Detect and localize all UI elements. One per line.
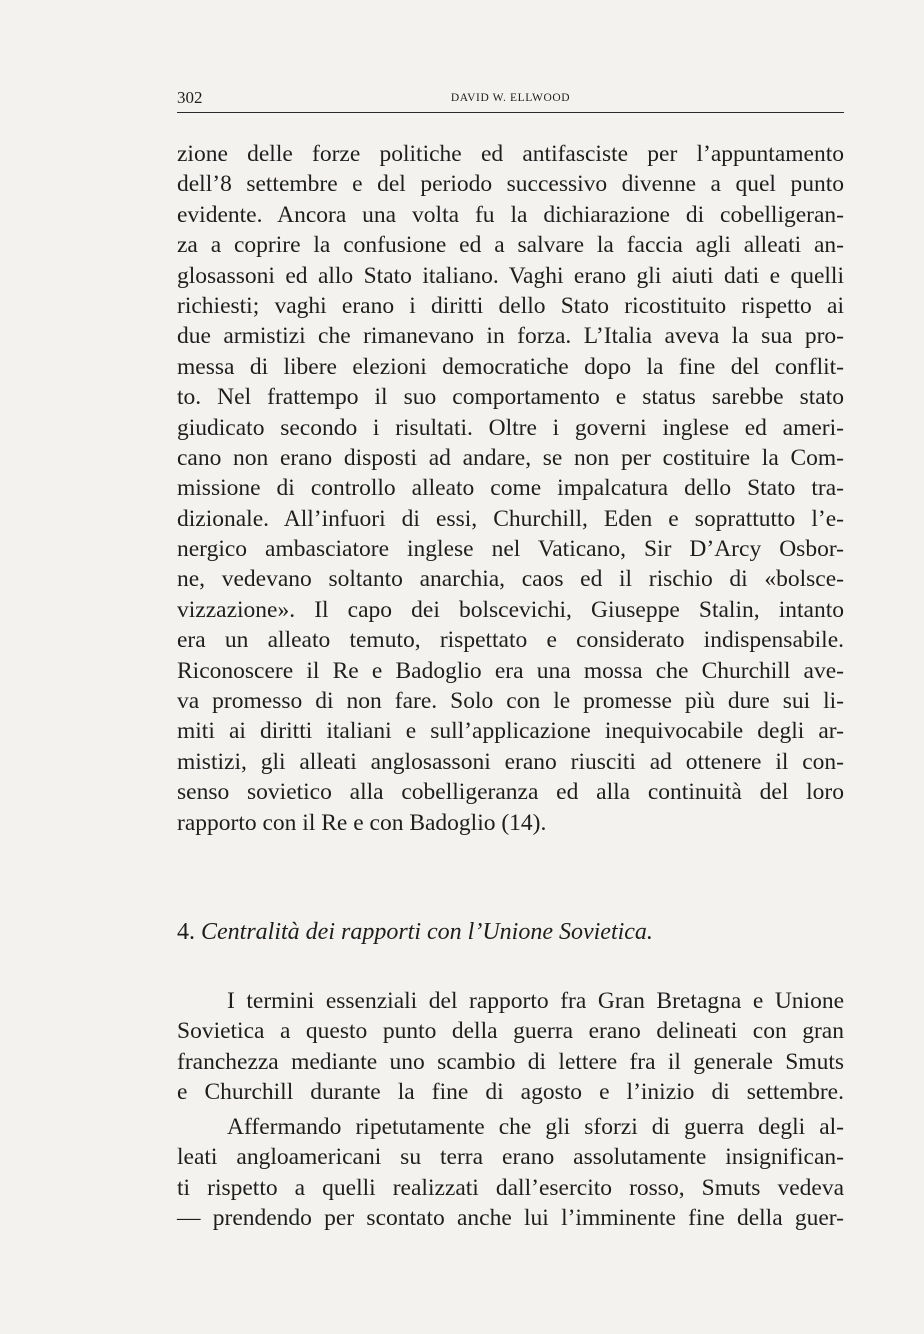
text-line: Sovietica a questo punto della guerra erano delineati con gran: [177, 1018, 844, 1045]
section-number: 4.: [177, 919, 195, 945]
text-line: franchezza mediante uno scambio di lettere fra il generale Smuts: [177, 1048, 844, 1075]
text-line: evidente. Ancora una volta fu la dichiarazione di cobelligeran-: [177, 201, 844, 228]
text-line: era un alleato temuto, rispettato e considerato indispensabile.: [177, 627, 844, 654]
paragraph-2: [177, 986, 844, 1108]
page-number: 302: [177, 88, 203, 107]
text-line: za a coprire la confusione ed a salvare la faccia agli alleati an-: [177, 232, 844, 259]
text-line: Riconoscere il Re e Badoglio era una mossa che Churchill ave-: [177, 657, 844, 684]
text-line: dizionale. All’infuori di essi, Churchill, Eden e soprattutto l’e-: [177, 505, 844, 532]
paragraph-1: [177, 139, 844, 838]
text-line: cano non erano disposti ad andare, se non per costituire la Com-: [177, 444, 844, 471]
text-line: e Churchill durante la fine di agosto e l’inizio di settembre.: [177, 1079, 844, 1106]
text-line: missione di controllo alleato come impalcatura dello Stato tra-: [177, 475, 844, 502]
text-line: Affermando ripetutamente che gli sforzi di guerra degli al-: [227, 1114, 844, 1140]
text-line: zione delle forze politiche ed antifasciste per l’appuntamento: [177, 141, 844, 167]
text-line: nergico ambasciatore inglese nel Vaticano, Sir D’Arcy Osbor-: [177, 536, 844, 563]
text-line: richiesti; vaghi erano i diritti dello Stato ricostituito rispetto ai: [177, 292, 844, 319]
text-line: giudicato secondo i risultati. Oltre i governi inglese ed ameri-: [177, 414, 844, 441]
text-line: I termini essenziali del rapporto fra Gran Bretagna e Unione: [227, 988, 844, 1014]
text-line: mistizi, gli alleati anglosassoni erano riusciti ad ottenere il con-: [177, 748, 844, 775]
text-line: messa di libere elezioni democratiche dopo la fine del conflit-: [177, 353, 844, 380]
section-title: Centralità dei rapporti con l’Unione Sovietica.: [201, 919, 653, 945]
running-head: DAVID W. ELLWOOD: [450, 92, 571, 104]
text-line: glosassoni ed allo Stato italiano. Vaghi erano gli aiuti dati e quelli: [177, 262, 844, 289]
text-line: ti rispetto a quelli realizzati dall’esercito rosso, Smuts vedeva: [177, 1174, 844, 1201]
text-line: — prendendo per scontato anche lui l’imminente fine della guer-: [177, 1205, 844, 1232]
text-line: va promesso di non fare. Solo con le promesse più dure sui li-: [177, 688, 844, 715]
text-line: due armistizi che rimanevano in forza. L’Italia aveva la sua pro-: [177, 323, 844, 350]
section-heading: [177, 919, 653, 946]
text-line: senso sovietico alla cobelligeranza ed alla continuità del loro: [177, 779, 844, 806]
text-line: leati angloamericani su terra erano assolutamente insignifican-: [177, 1144, 844, 1171]
text-line: ne, vedevano soltanto anarchia, caos ed il rischio di «bolsce-: [177, 566, 844, 593]
text-line: vizzazione». Il capo dei bolscevichi, Giuseppe Stalin, intanto: [177, 596, 844, 623]
text-line: to. Nel frattempo il suo comportamento e status sarebbe stato: [177, 384, 844, 411]
paragraph-3: [177, 1112, 844, 1234]
text-line: miti ai diritti italiani e sull’applicazione inequivocabile degli ar-: [177, 718, 844, 745]
text-line: dell’8 settembre e del periodo successivo divenne a quel punto: [177, 171, 844, 198]
page-header: [177, 86, 844, 113]
text-line: rapporto con il Re e con Badoglio (14).: [177, 809, 547, 836]
